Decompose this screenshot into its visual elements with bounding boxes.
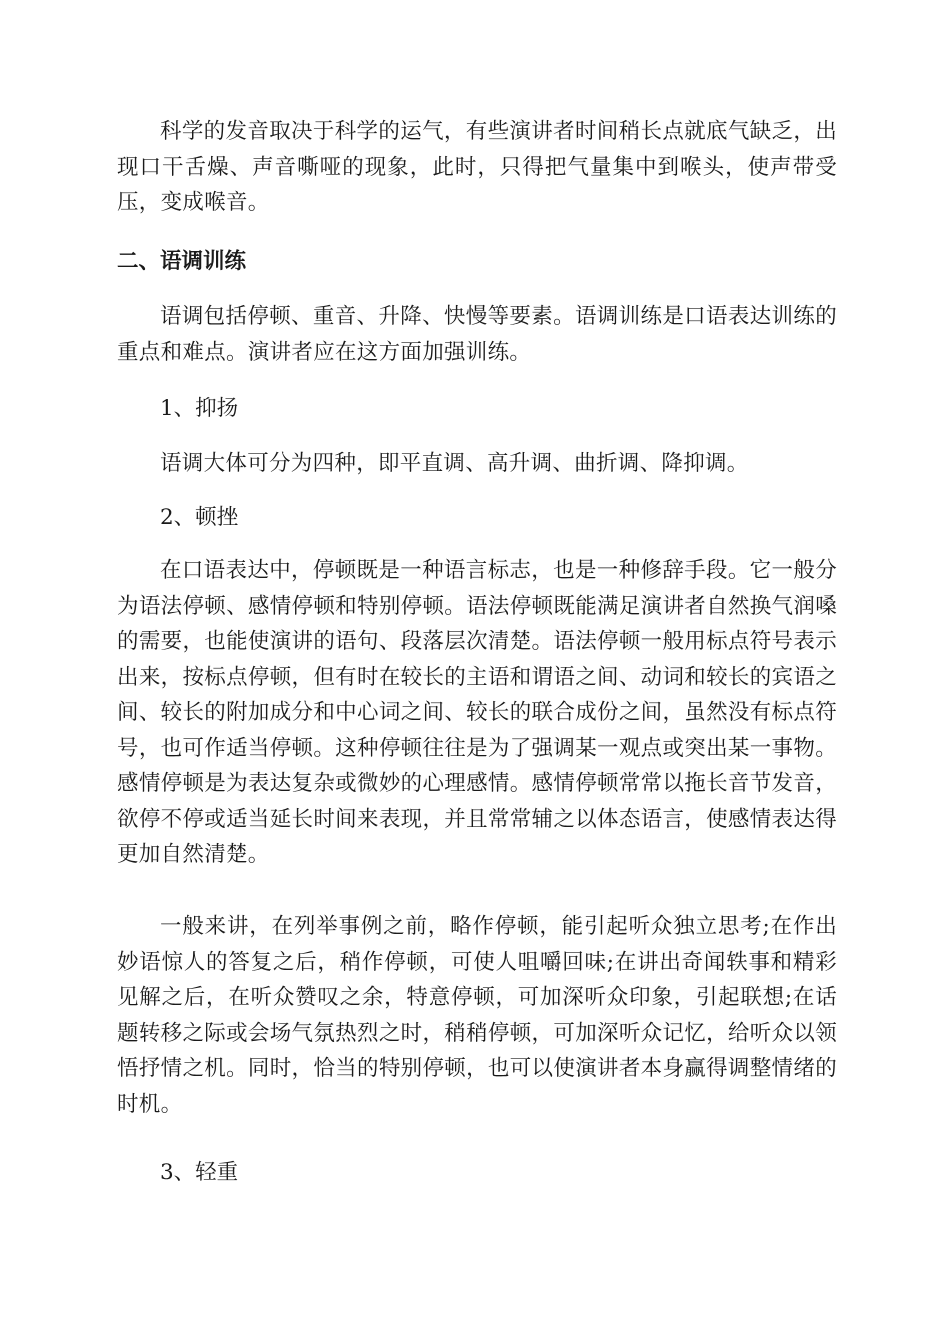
paragraph-four-tones: 语调大体可分为四种，即平直调、高升调、曲折调、降抑调。 (160, 451, 749, 476)
paragraph-intonation-intro: 语调包括停顿、重音、升降、快慢等要素。语调训练是口语表达训练的重点和难点。演讲者应在这方面加强训练。 (117, 304, 837, 365)
paragraph-pause-usage: 一般来讲，在列举事例之前，略作停顿，能引起听众独立思考;在作出妙语惊人的答复之后，稍作停顿，可使人咀嚼回味;在讲出奇闻轶事和精彩见解之后，在听众赞叹之余，特意停顿，可加深听众印象，引起联想;在话题转移之际或会场气氛热烈之时，稍稍停顿，可加深听众记忆，给听众以领悟抒情之机。同时，恰当的特别停顿，也可以使演讲者本身赢得调整情绪的时机。 (117, 914, 837, 1117)
subheading-pauses: 2、顿挫 (160, 505, 239, 530)
paragraph-pause-types: 在口语表达中，停顿既是一种语言标志，也是一种修辞手段。它一般分为语法停顿、感情停顿和特别停顿。语法停顿既能满足演讲者自然换气润嗓的需要，也能使演讲的语句、段落层次清楚。语法停顿一般用标点符号表示出来，按标点停顿，但有时在较长的主语和谓语之间、动词和较长的宾语之间、较长的附加成分和中心词之间、较长的联合成份之间，虽然没有标点符号，也可作适当停顿。这种停顿往往是为了强调某一观点或突出某一事物。感情停顿是为表达复杂或微妙的心理感情。感情停顿常常以拖长音节发音，欲停不停或适当延长时间来表现，并且常常辅之以体态语言，使感情表达得更加自然清楚。 (117, 558, 837, 867)
subheading-rise-fall: 1、抑扬 (160, 396, 239, 421)
subheading-stress: 3、轻重 (160, 1160, 239, 1185)
paragraph-breathing: 科学的发音取决于科学的运气，有些演讲者时间稍长点就底气缺乏，出现口干舌燥、声音嘶哑的现象，此时，只得把气量集中到喉头，使声带受压，变成喉音。 (117, 119, 837, 215)
section-heading-intonation-training: 二、语调训练 (117, 249, 247, 274)
